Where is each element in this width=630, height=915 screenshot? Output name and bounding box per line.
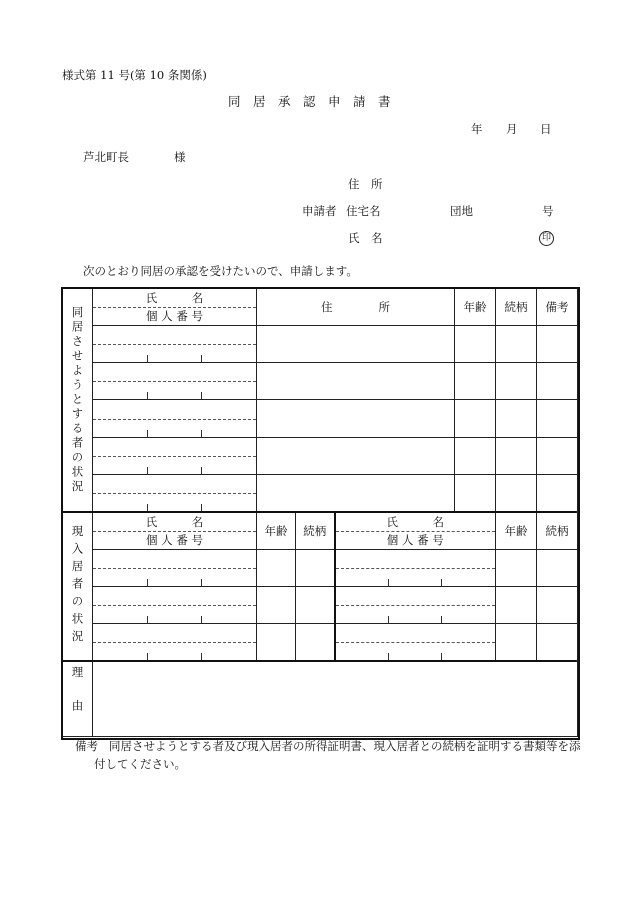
relation-cell[interactable]	[496, 363, 537, 400]
table-row	[63, 363, 578, 400]
name-id-cell[interactable]	[93, 587, 257, 624]
address-cell[interactable]	[257, 437, 455, 474]
table-row	[63, 550, 578, 587]
remarks-cell[interactable]	[537, 474, 578, 511]
age-cell[interactable]	[496, 587, 537, 624]
addressee-name: 芦北町長	[83, 150, 129, 164]
section1-col-id: 個 人 番 号	[146, 309, 203, 324]
age-cell[interactable]	[496, 624, 537, 661]
relation-cell[interactable]	[537, 550, 578, 587]
age-cell[interactable]	[257, 550, 296, 587]
relation-cell[interactable]	[537, 587, 578, 624]
name-id-cell[interactable]	[93, 400, 257, 437]
name-id-cell[interactable]	[335, 550, 496, 587]
relation-cell[interactable]	[496, 474, 537, 511]
remarks-cell[interactable]	[537, 363, 578, 400]
name-id-cell[interactable]	[335, 587, 496, 624]
complex-label: 団地	[450, 204, 473, 218]
table-row	[63, 437, 578, 474]
age-cell[interactable]	[257, 587, 296, 624]
name-id-cell[interactable]	[93, 363, 257, 400]
age-cell[interactable]	[496, 550, 537, 587]
section1-col-address: 住 所	[257, 289, 455, 326]
date-day: 日	[540, 122, 552, 136]
section3-label-cell	[63, 662, 93, 737]
table-row	[63, 474, 578, 511]
section2-col-name-left: 氏 名	[93, 513, 256, 532]
reason-cell[interactable]	[93, 662, 578, 737]
relation-cell[interactable]	[496, 400, 537, 437]
section1-label-cell	[63, 289, 93, 512]
date-month: 月	[506, 122, 518, 136]
section2-col-id-left: 個 人 番 号	[146, 533, 203, 548]
section3-label: 理由	[70, 665, 85, 733]
footnote-line2: 付してください。	[94, 757, 186, 771]
page-title: 同 居 承 認 申 請 書	[228, 94, 391, 109]
name-id-cell[interactable]	[93, 624, 257, 661]
relation-cell[interactable]	[537, 624, 578, 661]
relation-cell[interactable]	[496, 326, 537, 363]
age-cell[interactable]	[455, 363, 496, 400]
name-id-cell[interactable]	[93, 437, 257, 474]
name-id-cell[interactable]	[93, 474, 257, 511]
section1-col-name: 氏 名	[93, 289, 256, 308]
table-row	[63, 400, 578, 437]
section1-name-header	[93, 289, 257, 326]
remarks-cell[interactable]	[537, 400, 578, 437]
relation-cell[interactable]	[296, 624, 335, 661]
number-label: 号	[542, 204, 554, 218]
section2-col-name-right: 氏 名	[336, 513, 496, 532]
section2-col-age-right: 年齢	[496, 513, 537, 550]
name-id-cell[interactable]	[335, 624, 496, 661]
section2-name-header-right	[335, 513, 496, 550]
applicant-address-label: 住 所	[348, 177, 383, 191]
section2-col-id-right: 個 人 番 号	[386, 533, 444, 548]
intro-text: 次のとおり同居の承認を受けたいので、申請します。	[83, 264, 358, 278]
footnote-line1: 同居させようとする者及び現入居者の所得証明書、現入居者との続柄を証明する書類等を添	[109, 739, 581, 753]
date-year: 年	[471, 122, 483, 136]
section2-name-header-left	[93, 513, 257, 550]
age-cell[interactable]	[455, 437, 496, 474]
address-cell[interactable]	[257, 474, 455, 511]
section1-label: 同居させようとする者の状況	[70, 305, 85, 495]
age-cell[interactable]	[455, 400, 496, 437]
remarks-cell[interactable]	[537, 437, 578, 474]
applicant-label: 申請者	[302, 204, 337, 218]
section1-col-relation: 続柄	[496, 289, 537, 326]
relation-cell[interactable]	[496, 437, 537, 474]
seal-icon: 印	[539, 231, 554, 246]
address-cell[interactable]	[257, 363, 455, 400]
age-cell[interactable]	[455, 474, 496, 511]
housing-name-label: 住宅名	[346, 204, 381, 218]
form-number: 様式第 11 号(第 10 条関係)	[62, 68, 207, 82]
section2-label-cell	[63, 513, 93, 661]
relation-cell[interactable]	[296, 550, 335, 587]
section1-col-age: 年齢	[455, 289, 496, 326]
section2-label: 現入居者の状況	[70, 525, 85, 648]
address-cell[interactable]	[257, 326, 455, 363]
section2-col-relation-right: 続柄	[537, 513, 578, 550]
table-row	[63, 326, 578, 363]
seal-mark	[539, 231, 554, 246]
section1-col-remarks: 備考	[537, 289, 578, 326]
addressee-honorific: 様	[174, 150, 186, 164]
relation-cell[interactable]	[296, 587, 335, 624]
age-cell[interactable]	[257, 624, 296, 661]
section2-table	[62, 512, 578, 661]
name-id-cell[interactable]	[93, 326, 257, 363]
footnote-label: 備考	[75, 739, 98, 753]
name-id-cell[interactable]	[93, 550, 257, 587]
section2-col-relation-left: 続柄	[296, 513, 335, 550]
remarks-cell[interactable]	[537, 326, 578, 363]
table-row	[63, 624, 578, 661]
age-cell[interactable]	[455, 326, 496, 363]
table-row	[63, 587, 578, 624]
section1-table	[62, 288, 578, 512]
applicant-name-label: 氏 名	[348, 231, 383, 245]
section2-col-age-left: 年齢	[257, 513, 296, 550]
section3-table	[62, 661, 578, 737]
address-cell[interactable]	[257, 400, 455, 437]
